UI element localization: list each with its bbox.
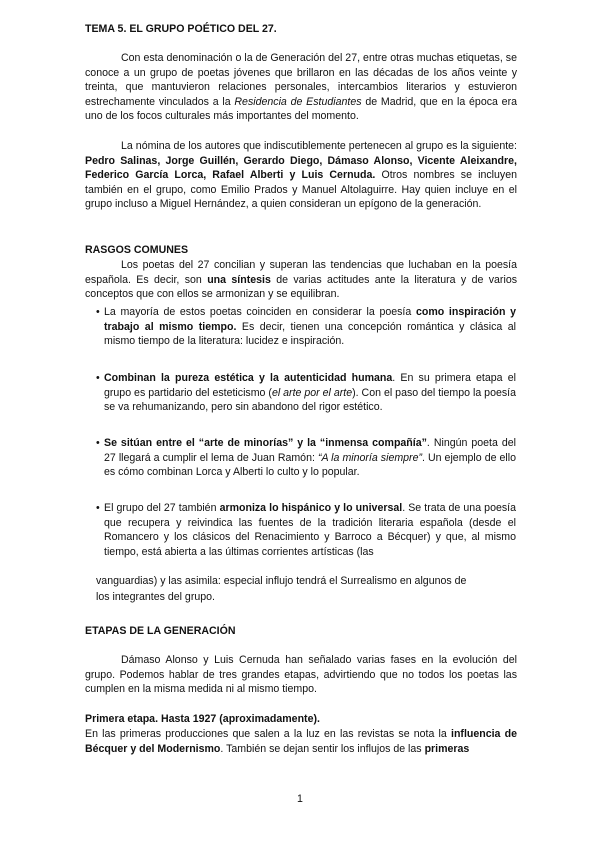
- bullet-3-bold: Se sitúan entre el “arte de minorías” y la “inmensa compañía”: [104, 437, 427, 449]
- bullet-1-text-1: La mayoría de estos poetas coinciden en considerar la poesía: [104, 306, 416, 318]
- bullet-dot: •: [96, 306, 100, 318]
- page-title: TEMA 5. EL GRUPO POÉTICO DEL 27.: [85, 23, 277, 35]
- rasgos-text-2: de varias actitudes ante la literatura y de varios conceptos que con ellos se armonizan y se equilibran.: [85, 273, 518, 301]
- intro-text-1: Con esta denominación o la de Generación del 27, entre otras muchas etiquetas, se conoce a un grupo de poetas jóvenes que brillaron en las décadas de los años veinte y treinta, que mantuvieron relaciones personales, intercambios literarios y estuvieron estrechamente vinculados a la: [85, 52, 517, 108]
- bullet-4-text-1: El grupo del 27 también: [104, 502, 220, 514]
- bullet-3-text-2: . Un ejemplo de ello es cómo combinan Lorca y Alberti lo culto y lo popular.: [104, 451, 516, 479]
- bullet-item-3: [96, 436, 516, 480]
- primera-text-2: . También se dejan sentir los influjos de las: [220, 742, 425, 755]
- bullet-dot: •: [96, 502, 100, 514]
- bullet-3-italic: “A la minoría siempre”: [317, 451, 423, 464]
- bullet-3-text-1: . Ningún poeta del 27 llegará a cumplir el lema de Juan Ramón:: [104, 437, 516, 464]
- rasgos-text-1: Los poetas del 27 concilian y superan las tendencias que luchaban en la poesía española. Es decir, son: [85, 259, 517, 286]
- intro-paragraph: [85, 51, 517, 124]
- rasgos-intro: [85, 258, 517, 302]
- intro-text-2: de Madrid, que en la época era uno de los focos culturales más importantes del momento.: [85, 95, 517, 123]
- bullet-1-text-2: Es decir, tienen una concepción romántica y clásica al mismo tiempo de la literatura: lucidez e inspiración.: [104, 320, 516, 348]
- page-number: 1: [297, 793, 303, 805]
- bullet-dot: •: [96, 372, 100, 384]
- bullet-dot: •: [96, 437, 100, 449]
- etapas-heading: ETAPAS DE LA GENERACIÓN: [85, 625, 236, 637]
- etapas-paragraph: Dámaso Alonso y Luis Cernuda han señalado varias fases en la evolución del grupo. Podemos hablar de tres grandes etapas, advirtiendo que no todos los poetas las cumplen en la misma medida ni al mismo tiempo.: [85, 654, 517, 696]
- primera-etapa-paragraph: [85, 727, 517, 756]
- bullet-item-4: [96, 501, 516, 559]
- intro-residencia: Residencia de Estudiantes: [234, 95, 362, 108]
- authors-text-2: Otros nombres se incluyen también en el grupo, como Emilio Prados y Manuel Altolaguirre. Hay quien incluye en el grupo incluso a Miguel Hernández, a quien consideran un epígono de la generación.: [85, 169, 517, 211]
- bullet-item-1: [96, 305, 516, 349]
- rasgos-heading: RASGOS COMUNES: [85, 244, 189, 256]
- authors-names: Pedro Salinas, Jorge Guillén, Gerardo Diego, Dámaso Alonso, Vicente Aleixandre, Federico García Lorca, Rafael Alberti y Luis Cernuda.: [85, 154, 517, 182]
- bullet-4-continuation: vanguardias) y las asimila: especial influjo tendrá el Surrealismo en algunos de: [96, 575, 467, 587]
- bullet-1-bold: como inspiración y trabajo al mismo tiempo.: [104, 306, 516, 333]
- bullet-2-bold: Combinan la pureza estética y la autenticidad humana: [104, 372, 393, 384]
- bullet-2-text-2: ). Con el paso del tiempo la poesía se va rehumanizando, pero sin abandono del rigor estético.: [104, 386, 516, 414]
- primera-etapa-heading: Primera etapa. Hasta 1927 (aproximadamente).: [85, 713, 320, 725]
- bullet-2-text-1: . En su primera etapa el grupo es partidario del esteticismo (: [104, 372, 516, 399]
- primera-text-1: En las primeras producciones que salen a la luz en las revistas se nota la: [85, 728, 451, 740]
- primera-bold-1: influencia de Bécquer y del Modernismo: [85, 728, 517, 755]
- bullet-4-final: los integrantes del grupo.: [96, 591, 215, 603]
- authors-paragraph: [85, 139, 517, 212]
- authors-text-1: La nómina de los autores que indiscutiblemente pertenecen al grupo es la siguiente:: [121, 140, 517, 152]
- bullet-2-italic: el arte por el arte: [271, 386, 353, 399]
- bullet-4-bold: armoniza lo hispánico y lo universal: [219, 502, 403, 514]
- bullet-4-text-2: . Se trata de una poesía que recupera y reivindica las fuentes de la tradición literaria española (desde el Romancero y los clásicos del Renacimiento y Barroco a Bécquer) y que, al mismo tiempo, está abierta a las últimas corrientes artísticas (las: [104, 502, 516, 558]
- bullet-item-2: [96, 371, 516, 415]
- rasgos-sintesis: una síntesis: [207, 273, 271, 286]
- primera-bold-2: primeras: [424, 742, 470, 755]
